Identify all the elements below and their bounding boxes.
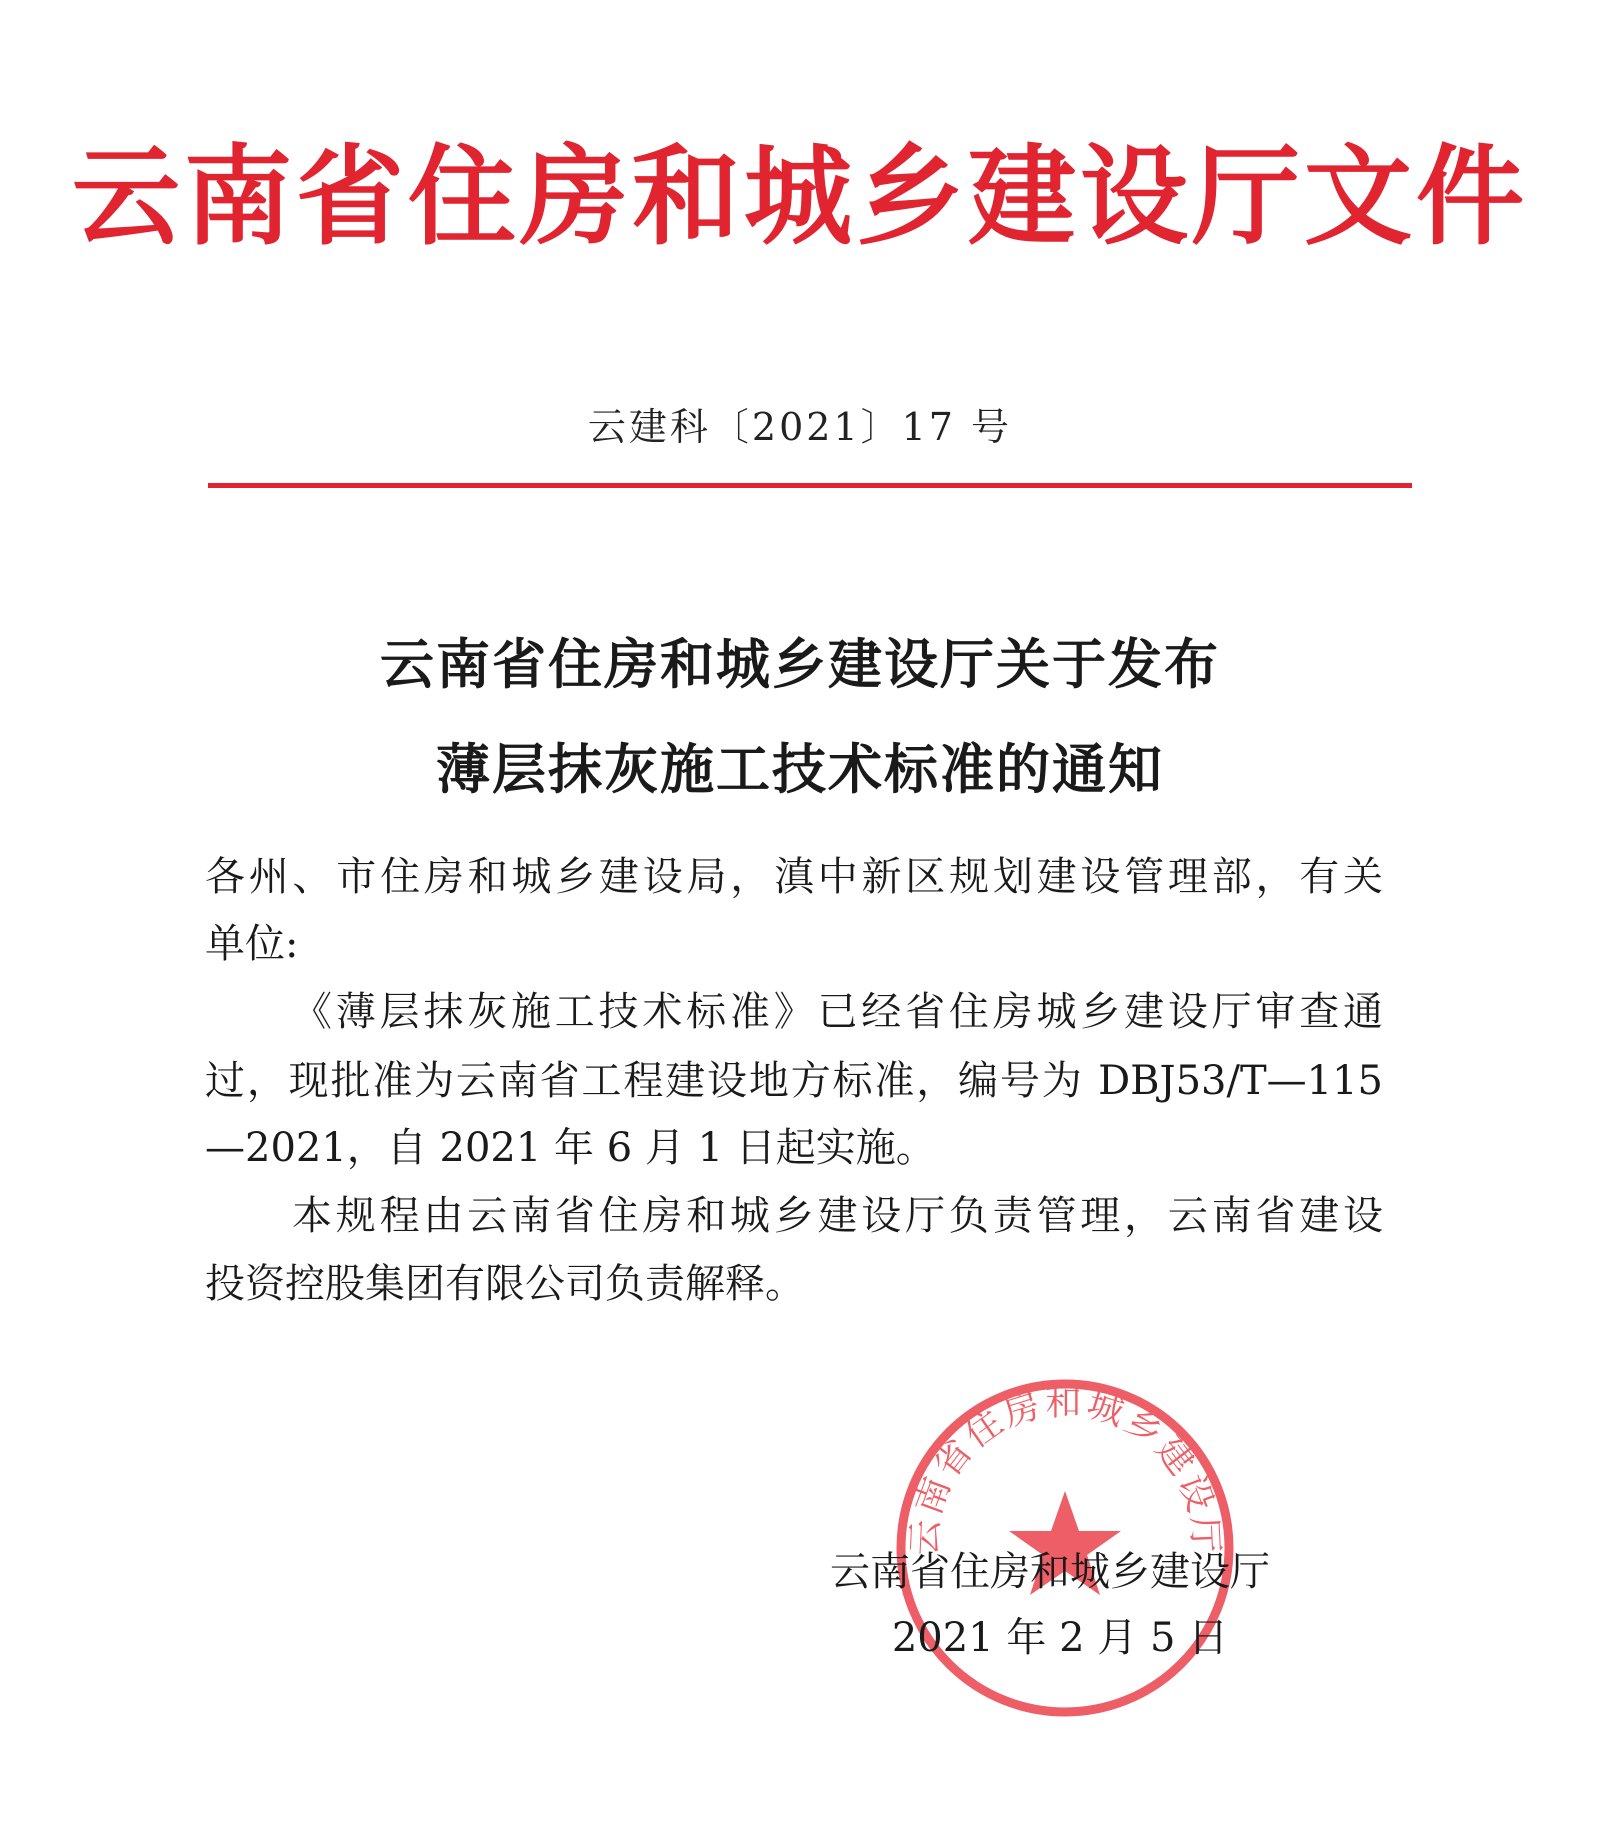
addressee-line-1: 各州、市住房和城乡建设局，滇中新区规划建设管理部，有关 bbox=[205, 854, 1383, 900]
notice-title-line-2: 薄层抹灰施工技术标准的通知 bbox=[436, 738, 1164, 801]
seal-text: 云南省住房和城乡建设厅 bbox=[904, 1382, 1226, 1557]
addressee-line-2: 单位: bbox=[205, 921, 299, 967]
masthead-title: 云南省住房和城乡建设厅文件 bbox=[71, 135, 1528, 260]
red-divider-line bbox=[208, 483, 1412, 488]
notice-title-line-1: 云南省住房和城乡建设厅关于发布 bbox=[380, 633, 1220, 696]
issue-date: 2021 年 2 月 5 日 bbox=[891, 1615, 1229, 1661]
paragraph-1-line-2: 过，现批准为云南省工程建设地方标准，编号为 DBJ53/T—115 bbox=[205, 1058, 1383, 1104]
paragraph-1-line-1: 《薄层抹灰施工技术标准》已经省住房城乡建设厅审查通 bbox=[292, 989, 1383, 1035]
paragraph-1-line-3: —2021，自 2021 年 6 月 1 日起实施。 bbox=[205, 1125, 936, 1171]
paragraph-2-line-1: 本规程由云南省住房和城乡建设厅负责管理，云南省建设 bbox=[292, 1193, 1383, 1239]
issuer-signature: 云南省住房和城乡建设厅 bbox=[830, 1549, 1270, 1595]
document-number: 云建科〔2021〕17 号 bbox=[587, 405, 1013, 449]
paragraph-2-line-2: 投资控股集团有限公司负责解释。 bbox=[205, 1261, 805, 1307]
